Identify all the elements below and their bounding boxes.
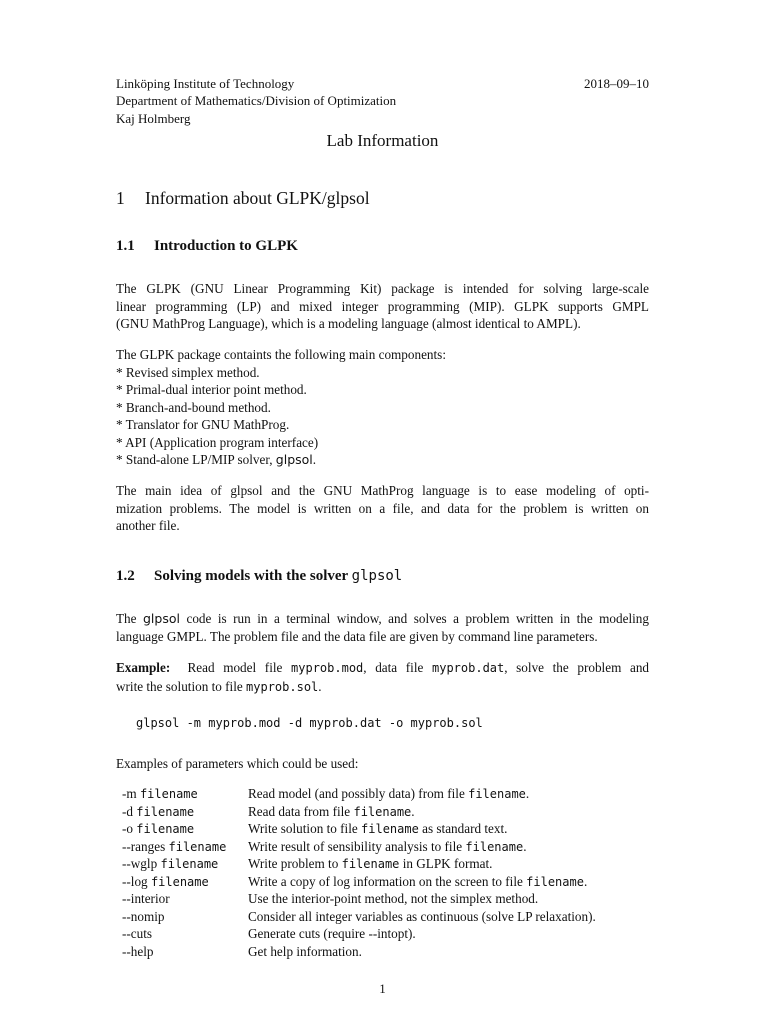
list-item: * Translator for GNU MathProg. bbox=[116, 417, 290, 432]
parameter-description: Generate cuts (require --intopt). bbox=[248, 926, 416, 941]
parameter-row bbox=[122, 908, 649, 926]
components-intro: The GLPK package containts the following main components: bbox=[116, 347, 446, 362]
list-item: * Branch-and-bound method. bbox=[116, 399, 271, 415]
document-date: 2018–09–10 bbox=[584, 76, 649, 91]
parameter-row bbox=[122, 803, 649, 821]
paragraph-line: Example: Read model file myprob.mod, data file myprob.dat, solve the problem and bbox=[116, 660, 650, 675]
parameter-flag: --nomip bbox=[122, 908, 165, 924]
author: Kaj Holmberg bbox=[116, 111, 191, 126]
subsection-title: Introduction to GLPK bbox=[154, 238, 298, 254]
paragraph-line: (GNU MathProg Language), which is a modeling language (almost identical to AMPL). bbox=[116, 316, 581, 331]
parameter-flag: -m filename bbox=[122, 786, 198, 801]
example-paragraph bbox=[116, 659, 649, 696]
parameter-flag: -d filename bbox=[122, 803, 195, 819]
parameter-flag: --interior bbox=[122, 891, 170, 906]
parameter-flag: --ranges filename bbox=[122, 838, 227, 854]
list-item: * Primal-dual interior point method. bbox=[116, 382, 307, 397]
page-number: 1 bbox=[379, 981, 386, 996]
parameter-flag: --log filename bbox=[122, 873, 209, 889]
parameters-table bbox=[122, 785, 649, 960]
section-1-2-heading bbox=[116, 568, 402, 585]
parameter-flag: --cuts bbox=[122, 926, 153, 941]
list-item: * Stand-alone LP/MIP solver, glpsol. bbox=[116, 452, 317, 467]
paragraph-line: linear programming (LP) and mixed integer programming (MIP). GLPK supports GMPL bbox=[116, 298, 649, 314]
paragraph-line: The main idea of glpsol and the GNU MathProg language is to ease modeling of opti- bbox=[116, 483, 649, 498]
glpsol-name: glpsol bbox=[275, 452, 313, 467]
parameter-description: Consider all integer variables as continuous (solve LP relaxation). bbox=[248, 908, 596, 924]
paragraph-line: The GLPK (GNU Linear Programming Kit) package is intended for solving large-scale bbox=[116, 281, 649, 296]
department: Department of Mathematics/Division of Optimization bbox=[116, 93, 397, 108]
parameter-row bbox=[122, 943, 649, 961]
parameter-description: Write solution to file filename as standard text. bbox=[248, 821, 508, 836]
subsection-title-code: glpsol bbox=[351, 568, 403, 584]
parameter-row bbox=[122, 855, 649, 873]
paragraph-line: mization problems. The model is written on a file, and data for the problem is written on bbox=[116, 500, 649, 516]
section-number: 1 bbox=[116, 188, 125, 208]
subsection-number: 1.2 bbox=[116, 568, 135, 584]
glpsol-name: glpsol bbox=[143, 611, 180, 626]
section-title: Information about GLPK/glpsol bbox=[145, 188, 370, 208]
intro-paragraph bbox=[116, 280, 649, 333]
document-title: Lab Information bbox=[326, 131, 439, 150]
parameter-description: Use the interior-point method, not the simplex method. bbox=[248, 891, 539, 906]
parameter-flag: -o filename bbox=[122, 821, 195, 836]
institution: Linköping Institute of Technology bbox=[116, 76, 295, 91]
parameter-description: Read data from file filename. bbox=[248, 803, 415, 819]
section-1-heading bbox=[116, 188, 370, 209]
parameter-description: Get help information. bbox=[248, 943, 362, 959]
paragraph-line: language GMPL. The problem file and the data file are given by command line parameters. bbox=[116, 628, 598, 644]
paragraph-line: The glpsol code is run in a terminal window, and solves a problem written in the modeling bbox=[116, 611, 649, 626]
parameter-row bbox=[122, 873, 649, 891]
paragraph-line: another file. bbox=[116, 518, 180, 533]
section-1-1-heading bbox=[116, 238, 298, 255]
parameter-description: Write result of sensibility analysis to file filename. bbox=[248, 838, 527, 854]
parameter-description: Write problem to filename in GLPK format. bbox=[248, 856, 493, 871]
params-intro: Examples of parameters which could be used: bbox=[116, 756, 359, 771]
parameter-description: Read model (and possibly data) from file filename. bbox=[248, 786, 530, 801]
parameter-row bbox=[122, 925, 649, 943]
command-example: glpsol -m myprob.mod -d myprob.dat -o myprob.sol bbox=[136, 716, 483, 730]
parameter-row bbox=[122, 890, 649, 908]
example-label: Example: bbox=[116, 660, 171, 675]
parameter-flag: --help bbox=[122, 943, 154, 959]
subsection-number: 1.1 bbox=[116, 238, 135, 254]
list-item: * Revised simplex method. bbox=[116, 364, 260, 380]
components-list bbox=[116, 346, 649, 469]
paragraph-line: write the solution to file myprob.sol. bbox=[116, 678, 322, 694]
document-page bbox=[116, 0, 649, 1024]
main-idea-paragraph bbox=[116, 482, 649, 535]
parameter-row bbox=[122, 838, 649, 856]
parameter-flag: --wglp filename bbox=[122, 856, 219, 871]
header-line-1 bbox=[116, 75, 649, 92]
glpsol-paragraph bbox=[116, 610, 649, 645]
subsection-title: Solving models with the solver bbox=[154, 568, 352, 584]
list-item: * API (Application program interface) bbox=[116, 434, 319, 450]
parameter-row bbox=[122, 820, 649, 838]
parameter-description: Write a copy of log information on the screen to file filename. bbox=[248, 873, 588, 889]
parameter-row bbox=[122, 785, 649, 803]
